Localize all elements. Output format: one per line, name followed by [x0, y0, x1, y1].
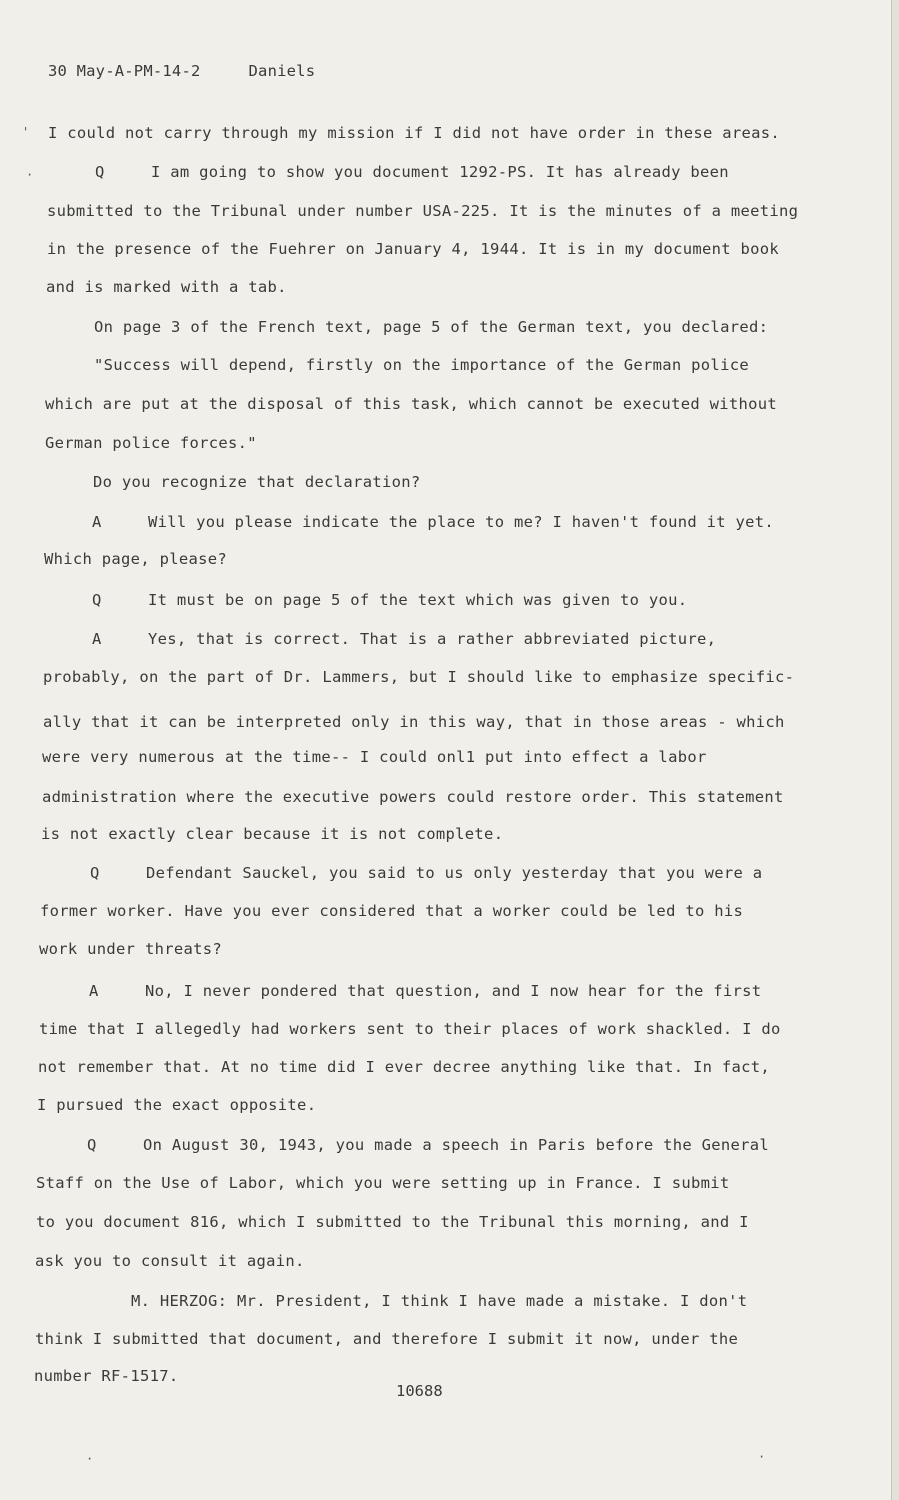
transcript-line: On page 3 of the French text, page 5 of the German text, you declared:: [94, 318, 769, 336]
transcript-line: M. HERZOG: Mr. President, I think I have made a mistake. I don't: [131, 1292, 748, 1310]
transcript-line: number RF-1517.: [34, 1367, 179, 1385]
transcript-line: Do you recognize that declaration?: [93, 473, 421, 491]
reporter-name: Daniels: [248, 62, 316, 80]
transcript-line: to you document 816, which I submitted to the Tribunal this morning, and I: [36, 1213, 749, 1231]
speaker-label: Q: [95, 163, 105, 181]
transcript-line: former worker. Have you ever considered that a worker could be led to his: [40, 902, 744, 920]
transcript-line: work under threats?: [39, 940, 223, 958]
transcript-line: think I submitted that document, and therefore I submit it now, under the: [35, 1330, 739, 1348]
transcript-line: ask you to consult it again.: [35, 1252, 305, 1270]
speaker-label: A: [92, 630, 102, 648]
speaker-label: A: [92, 513, 102, 531]
transcript-line: were very numerous at the time-- I could onl1 put into effect a labor: [42, 748, 707, 766]
margin-mark: ': [22, 125, 30, 139]
speaker-label: A: [89, 982, 99, 1000]
margin-mark: ·: [86, 1452, 94, 1466]
transcript-line: and is marked with a tab.: [46, 278, 287, 296]
transcript-line: German police forces.": [45, 434, 257, 452]
transcript-line: Which page, please?: [44, 550, 228, 568]
transcript-line: Q I am going to show you document 1292-PS. It has already been: [95, 163, 729, 181]
transcript-line: in the presence of the Fuehrer on January 4, 1944. It is in my document book: [47, 240, 780, 258]
transcript-line: submitted to the Tribunal under number USA-225. It is the minutes of a meeting: [47, 202, 799, 220]
transcript-line: not remember that. At no time did I ever decree anything like that. In fact,: [38, 1058, 771, 1076]
transcript-line: A No, I never pondered that question, and I now hear for the first: [89, 982, 762, 1000]
margin-mark: ·: [758, 1450, 766, 1464]
transcript-line: Staff on the Use of Labor, which you were setting up in France. I submit: [36, 1174, 730, 1192]
transcript-reference: 30 May-A-PM-14-2: [48, 62, 201, 80]
transcript-line: I could not carry through my mission if I did not have order in these areas.: [48, 124, 781, 142]
page-header: [48, 62, 315, 80]
transcript-line: probably, on the part of Dr. Lammers, but I should like to emphasize specific-: [43, 668, 795, 686]
margin-mark: ·: [26, 168, 34, 182]
transcript-line: administration where the executive powers could restore order. This statement: [42, 788, 784, 806]
transcript-line: Q On August 30, 1943, you made a speech in Paris before the General: [87, 1136, 770, 1154]
speaker-label: Q: [92, 591, 102, 609]
speaker-label: Q: [87, 1136, 97, 1154]
transcript-line: Q It must be on page 5 of the text which was given to you.: [92, 591, 688, 609]
transcript-line: A Will you please indicate the place to me? I haven't found it yet.: [92, 513, 775, 531]
transcript-line: time that I allegedly had workers sent to their places of work shackled. I do: [39, 1020, 781, 1038]
transcript-line: "Success will depend, firstly on the importance of the German police: [94, 356, 749, 374]
speaker-label: Q: [90, 864, 100, 882]
transcript-line: which are put at the disposal of this task, which cannot be executed without: [45, 395, 778, 413]
transcript-line: I pursued the exact opposite.: [37, 1096, 317, 1114]
transcript-line: Q Defendant Sauckel, you said to us only yesterday that you were a: [90, 864, 763, 882]
page-number: 10688: [396, 1382, 443, 1400]
transcript-line: is not exactly clear because it is not complete.: [41, 825, 504, 843]
transcript-line: A Yes, that is correct. That is a rather abbreviated picture,: [92, 630, 717, 648]
transcript-line: ally that it can be interpreted only in this way, that in those areas - which: [43, 713, 785, 731]
